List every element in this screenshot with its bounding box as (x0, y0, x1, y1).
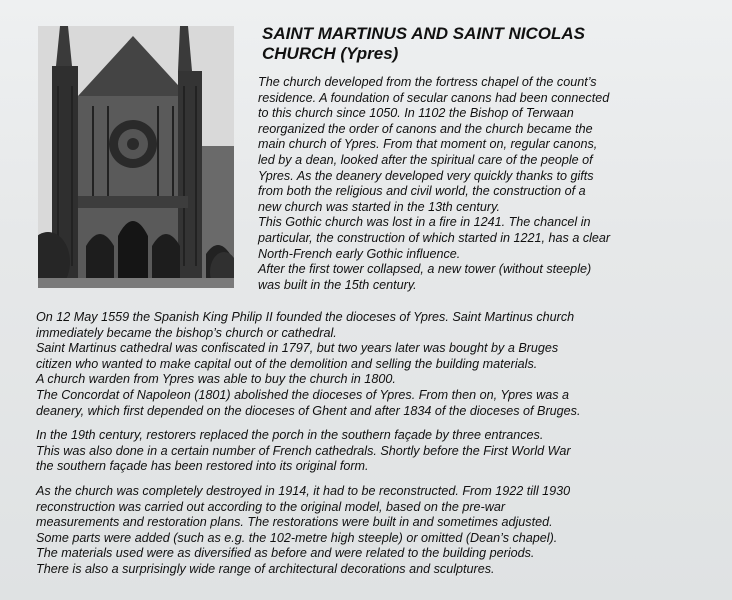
text-line: reorganized the order of canons and the church became the (258, 121, 593, 136)
intro-paragraph (258, 75, 718, 293)
text-line: After the first tower collapsed, a new tower (without steeple) (258, 262, 592, 277)
text-line: to this church since 1050. In 1102 the Bishop of Terwaan (258, 106, 574, 121)
title-line: SAINT MARTINUS AND SAINT NICOLAS (262, 24, 585, 43)
restoration-paragraph (36, 428, 716, 475)
text-line: Ypres. As the deanery developed very quickly thanks to gifts (258, 168, 594, 183)
text-line: the southern façade has been restored into its original form. (36, 459, 369, 474)
text-line: The church developed from the fortress chapel of the count’s (258, 75, 597, 89)
text-line: As the church was completely destroyed in 1914, it had to be reconstructed. From 1922 till 1930 (36, 484, 571, 498)
text-line: immediately became the bishop’s church or cathedral. (36, 325, 337, 340)
text-line: This was also done in a certain number of French cathedrals. Shortly before the First World War (36, 443, 571, 458)
text-line: particular, the construction of which started in 1221, has a clear (258, 230, 611, 245)
church-photo (38, 26, 234, 288)
text-line: The Concordat of Napoleon (1801) abolished the dioceses of Ypres. From then on, Ypres was a (36, 387, 569, 402)
text-line: This Gothic church was lost in a fire in 1241. The chancel in (258, 215, 591, 230)
text-line: On 12 May 1559 the Spanish King Philip II founded the dioceses of Ypres. Saint Martinus church (36, 310, 575, 324)
text-line: North-French early Gothic influence. (258, 246, 461, 261)
text-line: In the 19th century, restorers replaced the porch in the southern façade by three entrances. (36, 428, 544, 442)
text-line: measurements and restoration plans. The restorations were built in and sometimes adjusted. (36, 515, 553, 530)
text-line: was built in the 15th century. (258, 277, 417, 292)
history-paragraph (36, 310, 716, 419)
text-line: deanery, which first depended on the dioceses of Ghent and after 1834 of the dioceses of Bruges. (36, 403, 581, 418)
text-line: A church warden from Ypres was able to buy the church in 1800. (36, 372, 396, 387)
text-line: reconstruction was carried out according to the original model, based on the pre-war (36, 499, 506, 514)
text-line: Saint Martinus cathedral was confiscated in 1797, but two years later was bought by a Bruges (36, 341, 559, 356)
text-line: citizen who wanted to make capital out of the demolition and selling the building materials. (36, 356, 538, 371)
reconstruction-paragraph (36, 484, 716, 578)
text-line: Some parts were added (such as e.g. the 102-metre high steeple) or omitted (Dean’s chapel). (36, 530, 558, 545)
text-line: from both the religious and civil world, the construction of a (258, 184, 586, 199)
text-line: There is also a surprisingly wide range of architectural decorations and sculptures. (36, 561, 495, 576)
text-line: led by a dean, looked after the spiritual care of the people of (258, 152, 593, 167)
text-line: main church of Ypres. From that moment on, regular canons, (258, 137, 598, 152)
text-line: new church was started in the 13th century. (258, 199, 500, 214)
text-line: The materials used were as diversified as before and were related to the building periods. (36, 546, 535, 561)
sign-title (262, 24, 702, 64)
text-line: residence. A foundation of secular canons had been connected (258, 90, 610, 105)
title-line: CHURCH (Ypres) (262, 44, 399, 63)
